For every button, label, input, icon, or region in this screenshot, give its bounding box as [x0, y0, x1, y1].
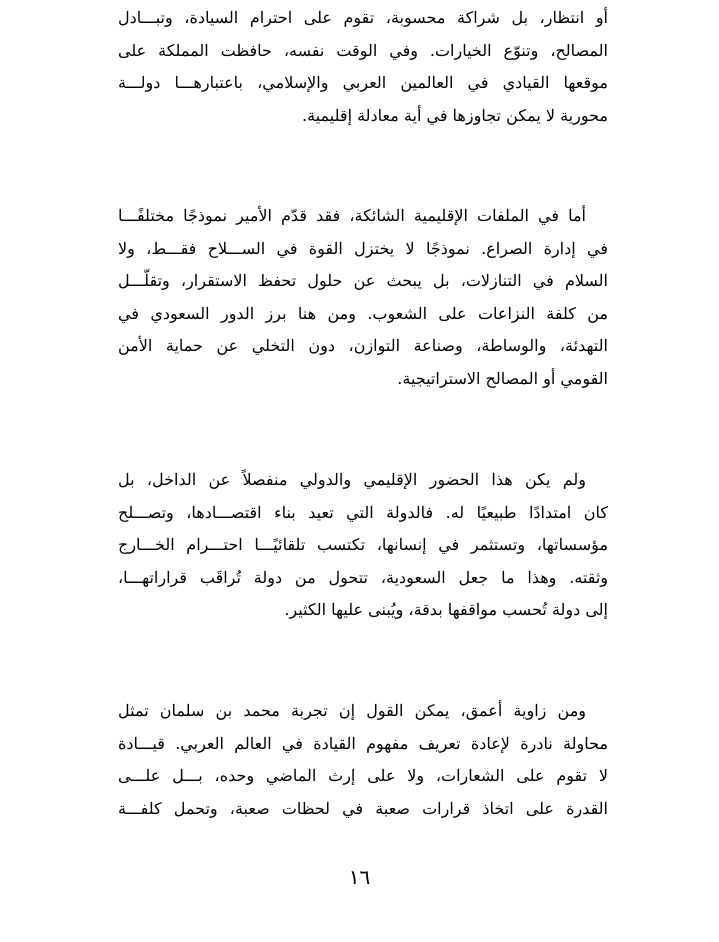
- text-line: لا تقوم على الشعارات، ولا على إرث الماضي وحده، بـــل علـــى: [118, 766, 608, 785]
- text-line: محورية لا يمكن تجاوزها في أية معادلة إقليمية.: [302, 105, 608, 125]
- text-line: القدرة على اتخاذ قرارات صعبة في لحظات صعبة، وتحمل كلفـــة: [118, 798, 608, 818]
- text-line: السلام في التنازلات، بل يبحث عن حلول تحفظ الاستقرار، وتقلّـــل: [118, 271, 608, 290]
- paragraph-1: [118, 2, 608, 132]
- text-line: القومي أو المصالح الاستراتيجية.: [397, 368, 608, 388]
- paragraph-3: [118, 464, 608, 627]
- text-line: محاولة نادرة لإعادة تعريف مفهوم القيادة في العالم العربي. قيـــادة: [118, 733, 609, 753]
- text-line: مؤسساتها، وتستثمر في إنسانها، تكتسب تلقائيًـــا احتـــرام الخـــارج: [118, 535, 608, 554]
- text-line: كان امتدادًا طبيعيًا له. فالدولة التي تعيد بناء اقتصـــادها، وتصـــلح: [118, 502, 608, 522]
- text-line: وثقته. وهذا ما جعل السعودية، تتحول من دولة تُراقَب قراراتهـــا،: [118, 567, 608, 587]
- text-line: في إدارة الصراع. نموذجًا لا يختزل القوة في الســـلاح فقـــط، ولا: [118, 238, 608, 258]
- text-line: التهدئة، والوساطة، وصناعة التوازن، دون التخلي عن حماية الأمن: [118, 336, 608, 355]
- page-body: [118, 0, 608, 942]
- text-line: موقعها القيادي في العالمين العربي والإسلامي، باعتبارهـــا دولـــة: [118, 73, 609, 92]
- text-line: من كلفة النزاعات على الشعوب. ومن هنا برز الدور السعودي في: [118, 303, 608, 323]
- text-line: أما في الملفات الإقليمية الشائكة، فقد قدّم الأمير نموذجًا مختلفًـــا: [118, 206, 586, 225]
- paragraph-4: [118, 695, 608, 825]
- text-line: المصالح، وتنوّع الخيارات. وفي الوقت نفسه، حافظت المملكة على: [118, 40, 608, 60]
- paragraph-2: [118, 200, 608, 395]
- text-line: أو انتظار، بل شراكة محسوبة، تقوم على احترام السيادة، وتبـــادل: [118, 8, 608, 27]
- text-line: إلى دولة تُحسب مواقفها بدقة، ويُبنى عليها الكثير.: [284, 600, 608, 619]
- text-line: ولم يكن هذا الحضور الإقليمي والدولي منفصلاً عن الداخل، بل: [118, 470, 586, 489]
- page-number: ١٦: [348, 865, 371, 889]
- text-line: ومن زاوية أعمق، يمكن القول إن تجربة محمد بن سلمان تمثل: [118, 701, 586, 720]
